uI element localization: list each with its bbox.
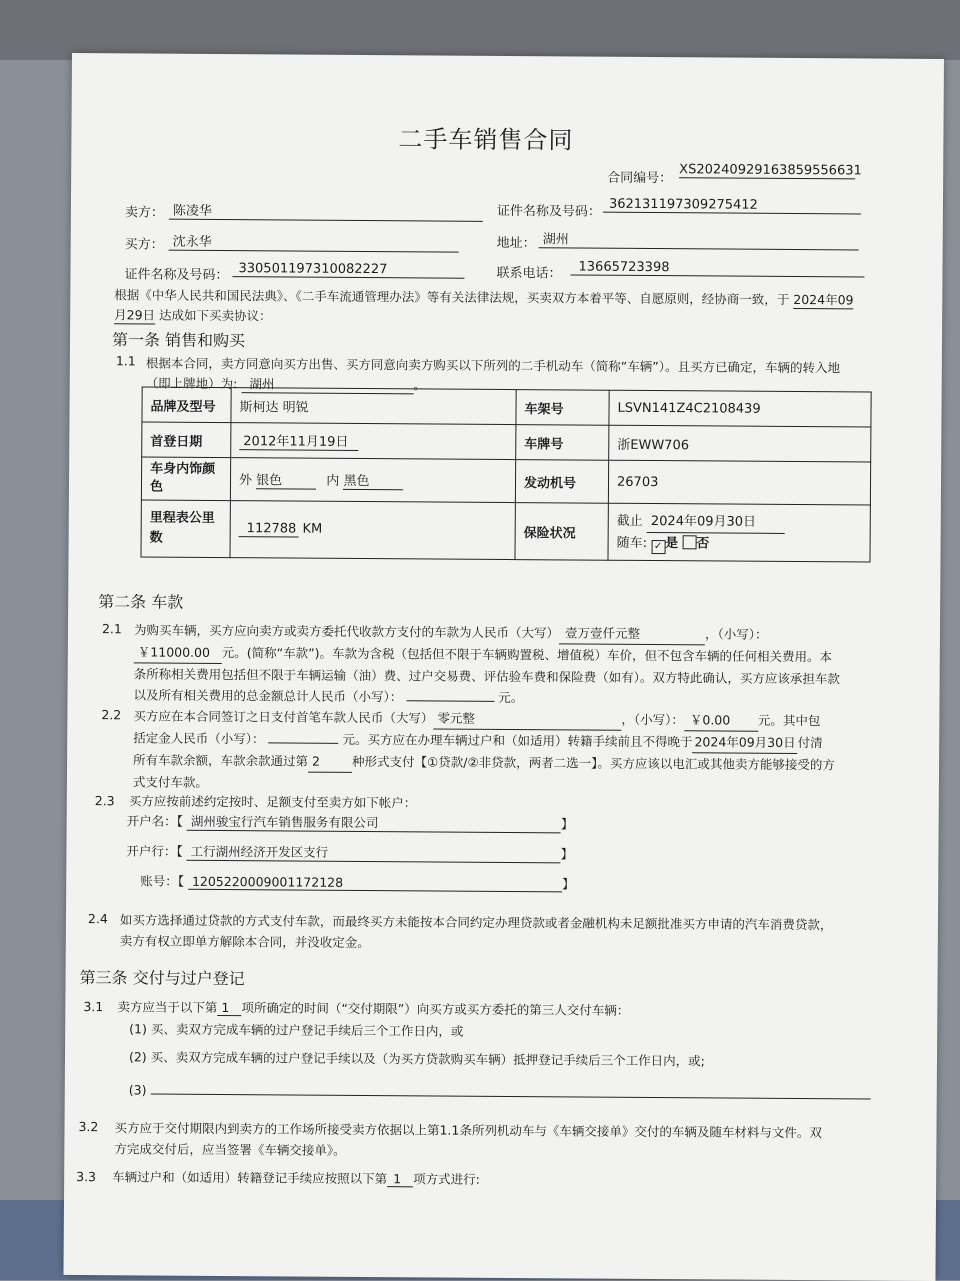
seller-id-label: 证件名称及号码： xyxy=(496,203,601,220)
p22-deadline: 2024年09月30日 xyxy=(692,731,797,754)
insurance-no: 否 xyxy=(696,535,710,551)
inner-color-label: 内 xyxy=(326,473,340,489)
p22-text-b: 元。其中包 xyxy=(757,712,821,729)
insurance-until-label: 截止 xyxy=(616,513,643,529)
p33-text-a: 车辆过户和（如适用）转籍登记手续应按照以下第 xyxy=(112,1169,388,1187)
preamble-date-b: 月29日 xyxy=(114,307,156,323)
insurance-yes: 是 xyxy=(665,535,679,551)
preamble-date-a: 2024年09 xyxy=(793,291,854,308)
insurance-with-line xyxy=(617,532,862,555)
vin-label: 车架号 xyxy=(516,390,609,426)
phone-value: 13665723398 xyxy=(570,259,864,277)
s1-text1: 根据本合同，卖方同意向买方出售、买方同意向卖方购买以下所列的二手机动车（简称“车辆”）。且买方已确定，车辆的转入地 xyxy=(145,355,841,376)
table-row xyxy=(142,422,871,462)
checkbox-yes-checked-icon: ✓ xyxy=(651,540,665,554)
insurance-cell xyxy=(608,503,870,562)
vehicle-table xyxy=(140,386,871,562)
p31-option-2: (2) 买、卖双方完成车辆的过户登记手续以及（为买方贷款购买车辆）抵押登记手续后三个工作日内，或; xyxy=(128,1049,705,1069)
address-label: 地址： xyxy=(496,235,536,252)
p31-text-b: 项所确定的时间（“交付期限”）向买方或买方委托的第三人交付车辆： xyxy=(241,1000,630,1018)
account-no-bracket: 】 xyxy=(561,876,575,892)
insurance-with-label: 随车: xyxy=(616,535,648,551)
p21-amount-words: 壹万壹仟元整 xyxy=(559,622,705,645)
p22-text-e: 付清 xyxy=(797,735,823,751)
plate-label: 车牌号 xyxy=(516,425,609,461)
seller-id-value: 362131197309275412 xyxy=(603,197,861,215)
inner-color-value: 黑色 xyxy=(343,470,403,490)
section3-heading: 第三条 交付与过户登记 xyxy=(79,968,245,989)
buyer-label: 买方： xyxy=(124,237,164,253)
p22-text-h: 式支付车款。 xyxy=(132,774,208,790)
p21-text-c: 条所称相关费用包括但不限于车辆运输（油）费、过户交易费、评估验车费和保险费（如有）。双方特此确认，买方应该承担车款 xyxy=(133,666,840,687)
table-row xyxy=(142,387,871,427)
p21-amount-figures: ￥11000.00 xyxy=(134,641,222,664)
s1-num: 1.1 xyxy=(115,353,136,369)
background-top xyxy=(0,0,960,60)
mileage-unit: KM xyxy=(302,521,323,537)
p21-text-b: 元。(简称“车款”)。车款为含税（包括但不限于车辆购置税、增值税）车价，但不包含车辆的任何相关费用。本 xyxy=(221,645,833,665)
insurance-until-value: 2024年09月30日 xyxy=(647,510,785,533)
bank-value: 工行湖州经济开发区支行 xyxy=(187,842,561,864)
outer-color-label: 外 xyxy=(238,473,253,489)
buyer-id-value: 330501197310082227 xyxy=(232,261,464,279)
p32-text-a: 买方应于交付期限内到卖方的工作场所接受卖方依据以上第1.1条所列机动车与《车辆交接单》交付的车辆及随车材料与文件。双 xyxy=(114,1120,822,1141)
p31-option: 1 xyxy=(217,1000,241,1016)
table-row xyxy=(141,500,870,562)
account-name-row xyxy=(127,811,574,833)
p21-num: 2.1 xyxy=(101,621,122,637)
p22-payment-type: 2 xyxy=(308,751,352,773)
p23-text: 买方应按前述约定按时、足额支付至卖方如下帐户： xyxy=(128,793,417,811)
seller-label: 卖方： xyxy=(124,205,164,221)
bank-row xyxy=(126,841,573,863)
p22-text-g: 种形式支付【①贷款/②非贷款，两者二选一】。买方应该以电汇或其他卖方能够接受的方 xyxy=(352,753,836,773)
p23-num: 2.3 xyxy=(94,793,115,809)
p33-option: 1 xyxy=(387,1171,413,1187)
mileage-value: 112788 xyxy=(239,521,299,537)
mileage-label: 里程表公里数 xyxy=(141,500,230,558)
p21-small-label: ，（小写）： xyxy=(704,626,768,642)
p31-option-1: (1) 买、卖双方完成车辆的过户登记手续后三个工作日内，或 xyxy=(129,1021,464,1039)
brand-value: 斯柯达 明锐 xyxy=(231,388,516,425)
reg-date-label: 首登日期 xyxy=(142,422,231,458)
section1-heading: 第一条 销售和购买 xyxy=(111,330,246,351)
p22-text-d: 元。买方应在办理车辆过户和（如适用）转籍手续前且不得晚于 xyxy=(342,731,693,750)
reg-date-cell xyxy=(231,423,516,460)
p32-text-b: 方完成交付后，应当签署《车辆交接单》。 xyxy=(114,1141,346,1158)
p31-num: 3.1 xyxy=(83,999,104,1015)
p22-amount-figures: ￥0.00 xyxy=(684,709,758,732)
plate-value: 浙EWW706 xyxy=(609,425,871,462)
color-label: 车身内饰颜色 xyxy=(141,457,230,501)
p22-text-a: 买方应在本合同签订之日支付首笔车款人民币（大写） xyxy=(133,708,434,726)
p24-text-a: 如买方选择通过贷款的方式支付车款，而最终买方未能按本合同约定办理贷款或者金融机构未足额批准买方申请的汽车消费贷款， xyxy=(119,912,833,933)
address-value: 湖州 xyxy=(539,228,859,250)
insurance-until-line xyxy=(617,510,862,534)
p22-block xyxy=(133,705,924,798)
p21-text-e: 元。 xyxy=(498,689,524,706)
bank-bracket: 】 xyxy=(560,846,574,862)
insurance-label: 保险状况 xyxy=(515,503,608,561)
p22-num: 2.2 xyxy=(101,707,122,723)
contract-title: 二手车销售合同 xyxy=(398,125,574,155)
p31-line xyxy=(117,997,629,1019)
s1-text2: （即上牌地）为: xyxy=(145,375,238,392)
account-no-row xyxy=(140,871,574,892)
p22-amount-words: 零元整 xyxy=(433,707,621,730)
p24-block xyxy=(120,909,920,957)
preamble-text-2: 达成如下买卖协议： xyxy=(159,307,272,324)
section2-heading: 第二条 车款 xyxy=(98,592,184,612)
p31-text-a: 卖方应当于以下第 xyxy=(117,999,218,1015)
color-cell xyxy=(230,458,515,503)
preamble-line2 xyxy=(114,305,272,325)
checkbox-no-icon xyxy=(682,535,696,549)
p33-text-b: 项方式进行: xyxy=(413,1171,480,1187)
p24-num: 2.4 xyxy=(87,911,108,927)
p21-text-a: 为购买车辆，买方应向卖方或卖方委托代收款方支付的车款为人民币（大写） xyxy=(133,622,560,641)
preamble-text-1: 根据《中华人民共和国民法典》、《二手车流通管理办法》等有关法律法规，买卖双方本着平等、自愿原则，经协商一致，于 xyxy=(114,287,790,307)
account-no-label: 账号：【 xyxy=(140,873,185,889)
buyer-value: 沈永华 xyxy=(169,231,459,253)
account-no-value: 1205220009001172128 xyxy=(188,874,562,893)
p32-num: 3.2 xyxy=(78,1119,99,1135)
vin-value: LSVN141Z4C2108439 xyxy=(609,390,871,427)
p22-text-c: 括定金人民币（小写）： xyxy=(133,730,265,747)
mileage-cell xyxy=(230,501,515,560)
p22-text-f: 所有车款余额，车款余款通过第 xyxy=(133,752,309,769)
seller-value: 陈凌华 xyxy=(169,200,483,222)
contract-no-label: 合同编号： xyxy=(607,170,673,187)
s1-end: 。 xyxy=(413,377,426,393)
p33-line xyxy=(112,1167,480,1188)
outer-color-value: 银色 xyxy=(256,469,316,489)
p21-text-d: 以及所有相关费用的总金额总计人民币（小写）： xyxy=(133,687,403,705)
p32-block xyxy=(114,1117,934,1165)
buyer-id-label: 证件名称及号码： xyxy=(124,267,229,284)
bank-label: 开户行：【 xyxy=(126,843,183,859)
p31-option-3: (3) xyxy=(128,1082,147,1098)
account-name-bracket: 】 xyxy=(560,816,574,832)
p22-small-label: ，（小写）： xyxy=(621,711,684,728)
p21-block xyxy=(133,619,924,711)
engine-label: 发动机号 xyxy=(515,460,608,504)
reg-date-value: 2012年11月19日 xyxy=(239,430,358,451)
contract-page xyxy=(63,53,944,1281)
p33-num: 3.3 xyxy=(76,1169,97,1185)
brand-label: 品牌及型号 xyxy=(142,387,231,423)
table-row xyxy=(141,457,870,505)
p24-text-b: 卖方有权立即单方解除本合同，并没收定金。 xyxy=(119,933,370,951)
engine-value: 26703 xyxy=(608,460,870,505)
account-name-label: 开户名：【 xyxy=(126,813,183,829)
contract-no-value: XS20240929163859556631 xyxy=(679,162,862,179)
s1-place: 湖州 xyxy=(241,374,413,394)
account-name-value: 湖州骏宝行汽车销售服务有限公司 xyxy=(187,812,561,834)
p31-option-3-row xyxy=(129,1079,871,1102)
phone-label: 联系电话： xyxy=(496,265,562,282)
